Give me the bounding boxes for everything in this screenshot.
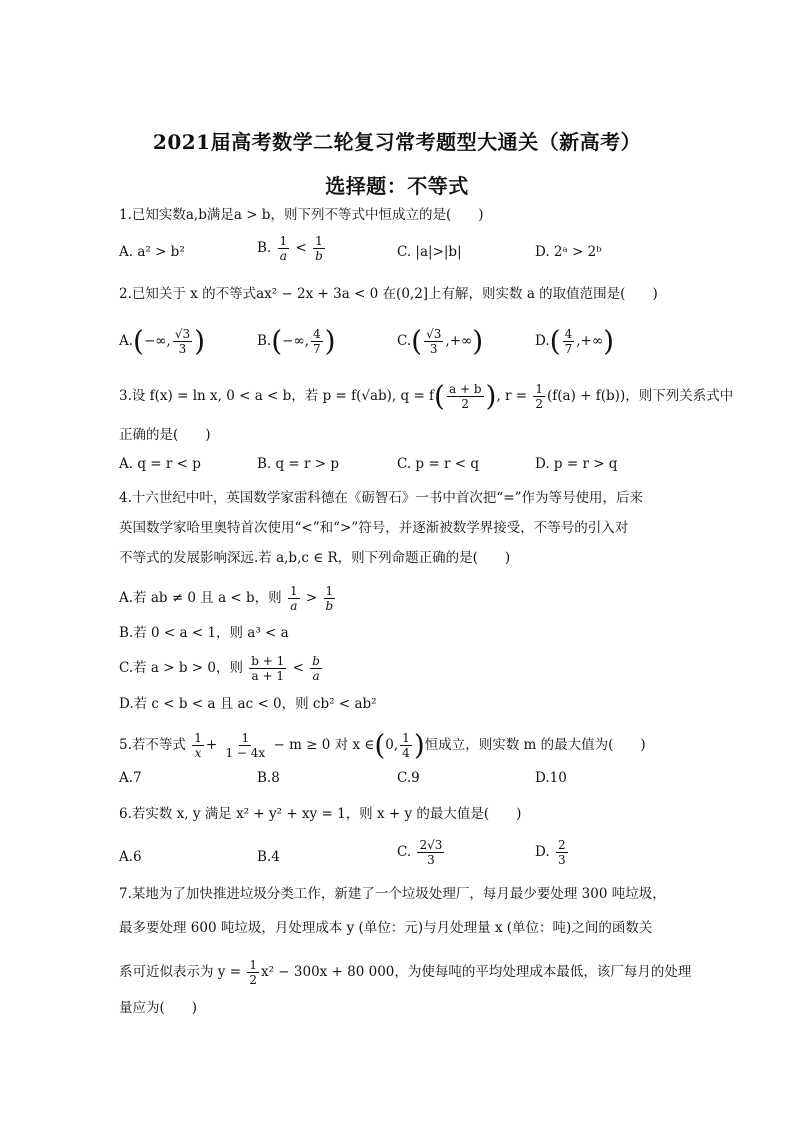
q3-option-a: A. q = r < p bbox=[119, 456, 201, 472]
q2-option-d: D.( $\frac{4}{7}$ ,+∞) bbox=[535, 324, 615, 358]
question-2-stem: 2.已知关于 x 的不等式ax² − 2x + 3a < 0 在(0,2]上有解，则实数 a 的取值范围是( ) bbox=[119, 286, 658, 302]
q5-option-a: A.7 bbox=[119, 770, 142, 786]
q4-option-a: A.若 ab ≠ 0 且 a < b，则 $\frac{1}{a}$ > $\frac{1}{b}$ bbox=[119, 584, 334, 613]
question-3-stem-cont: 正确的是( ) bbox=[119, 427, 211, 443]
q1-option-c: C. |a|>|b| bbox=[397, 244, 462, 260]
question-1-stem: 1.已知实数a,b满足a > b，则下列不等式中恒成立的是( ) bbox=[119, 207, 484, 223]
q4-option-d: D.若 c < b < a 且 ac < 0，则 cb² < ab² bbox=[119, 696, 377, 712]
q2-option-b: B.(−∞, $\frac{4}{7}$ ) bbox=[257, 324, 336, 358]
q5-option-d: D.10 bbox=[535, 770, 567, 786]
q1-option-b: B. $\frac{1}{a}$ < $\frac{1}{b}$ bbox=[257, 234, 323, 263]
q3-option-d: D. p = r > q bbox=[535, 456, 618, 472]
q4-option-b: B.若 0 < a < 1，则 a³ < a bbox=[119, 625, 289, 641]
question-4-line-1: 4.十六世纪中叶，英国数学家雷科德在《砺智石》一书中首次把“=”作为等号使用，后来 bbox=[119, 490, 643, 506]
q5-option-b: B.8 bbox=[257, 770, 280, 786]
question-7-line-2: 最多要处理 600 吨垃圾，月处理成本 y (单位：元)与月处理量 x (单位：吨)之间的函数关 bbox=[119, 920, 653, 936]
question-3-stem: 3.设 f(x) = ln x, 0 < a < b，若 p = f(√ab), q = f( $\frac{a + b}{2}$ ), r = $\frac{1}{2}$ (f(a) + f(b))，则下列关系式中 bbox=[119, 379, 734, 413]
q3-option-b: B. q = r > p bbox=[257, 456, 340, 472]
document-subtitle: 选择题：不等式 bbox=[325, 174, 469, 198]
question-4-line-3: 不等式的发展影响深远.若 a,b,c ∈ R，则下列命题正确的是( ) bbox=[119, 550, 511, 566]
q4-option-c: C.若 a > b > 0，则 $\frac{b + 1}{a + 1}$ < $\frac{b}{a}$ bbox=[119, 654, 320, 683]
question-7-line-3: 系可近似表示为 y = $\frac{1}{2}$ x² − 300x + 80 000，为使每吨的平均处理成本最低，该厂每月的处理 bbox=[119, 958, 692, 987]
q5-option-c: C.9 bbox=[397, 770, 420, 786]
question-6-stem: 6.若实数 x, y 满足 x² + y² + xy = 1，则 x + y 的最大值是( ) bbox=[119, 806, 522, 822]
q6-option-c: C. $\frac{2√3}{3}$ bbox=[397, 838, 443, 867]
q6-option-a: A.6 bbox=[119, 849, 142, 865]
q6-option-b: B.4 bbox=[257, 849, 280, 865]
question-5-stem: 5.若不等式 $\frac{1}{x}$ + $\frac{1}{1 - 4x}$ − m ≥ 0 对 x ∈(0, $\frac{1}{4}$ )恒成立，则实数 m 的最大值为( ) bbox=[119, 728, 646, 762]
q1-option-d: D. 2ᵃ > 2ᵇ bbox=[535, 244, 602, 260]
q3-option-c: C. p = r < q bbox=[397, 456, 479, 472]
document-title: 2021届高考数学二轮复习常考题型大通关（新高考） bbox=[152, 130, 642, 154]
question-7-line-4: 量应为( ) bbox=[119, 1000, 198, 1016]
q2-option-a: A.(−∞, $\frac{√3}{3}$ ) bbox=[119, 324, 206, 358]
q2-option-c: C.( $\frac{√3}{3}$ ,+∞) bbox=[397, 324, 484, 358]
question-7-line-1: 7.某地为了加快推进垃圾分类工作，新建了一个垃圾处理厂，每月最少要处理 300 吨垃圾， bbox=[119, 886, 666, 902]
q6-option-d: D. $\frac{2}{3}$ bbox=[535, 838, 566, 867]
q1-option-a: A. a² > b² bbox=[119, 244, 185, 260]
question-4-line-2: 英国数学家哈里奥特首次使用“<”和“>”符号，并逐渐被数学界接受，不等号的引入对 bbox=[119, 520, 629, 536]
